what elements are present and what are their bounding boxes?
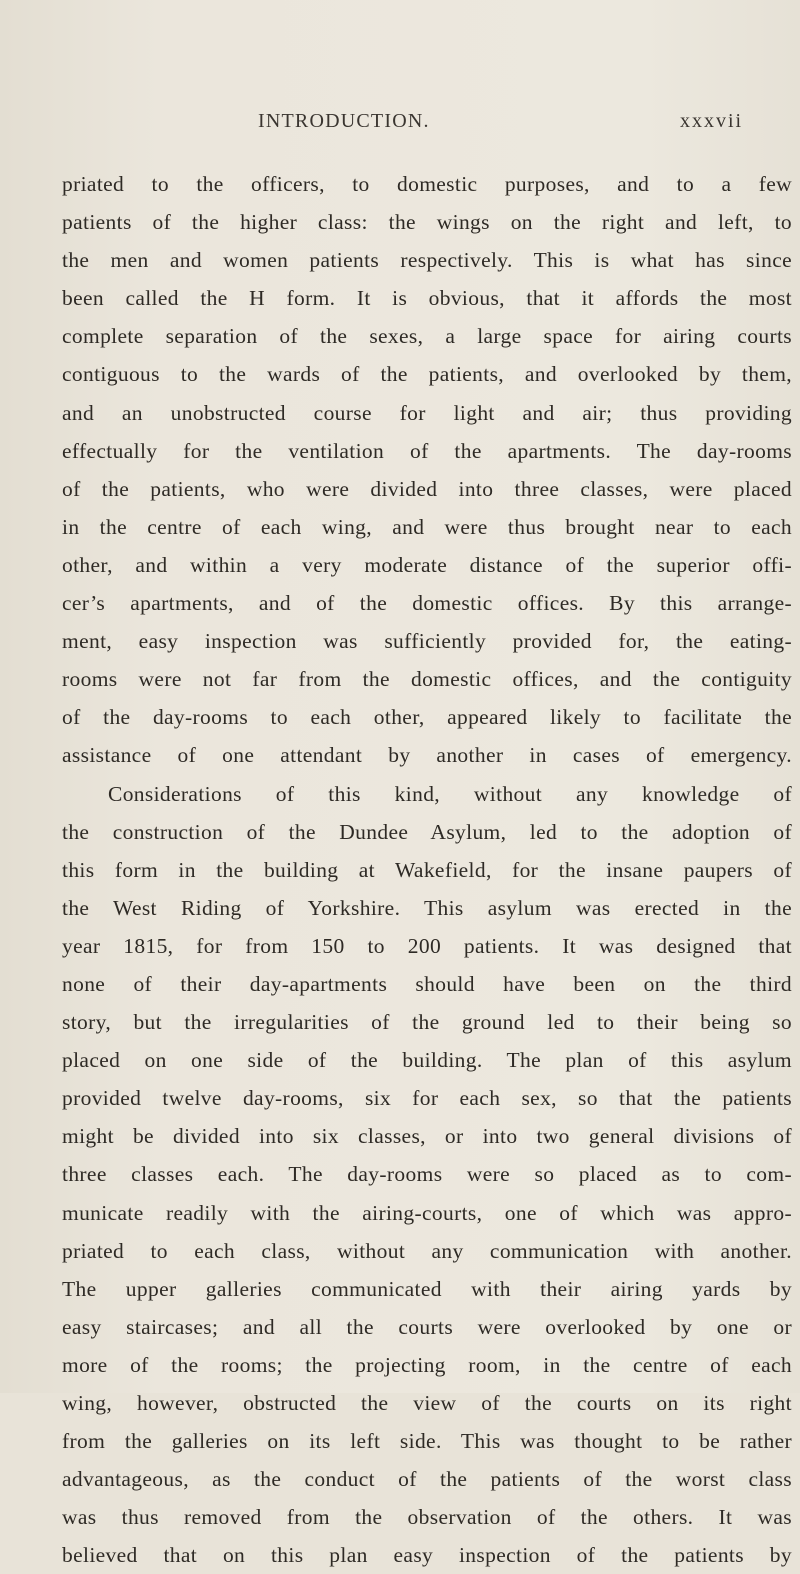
text-line: from the galleries on its left side. This was thought to be rather — [62, 1429, 792, 1454]
text-line: of the day-rooms to each other, appeared likely to facilitate the — [62, 705, 792, 730]
text-line: rooms were not far from the domestic offices, and the contiguity — [62, 667, 792, 692]
text-line: other, and within a very moderate distance of the superior offi- — [62, 552, 792, 577]
text-line: the men and women patients respectively. This is what has since — [62, 248, 792, 273]
text-line: municate readily with the airing-courts, one of which was appro- — [62, 1200, 792, 1225]
text-line: of the patients, who were divided into three classes, were placed — [62, 476, 792, 501]
text-line: ment, easy inspection was sufficiently provided for, the eating- — [62, 629, 792, 654]
text-line: complete separation of the sexes, a large space for airing courts — [62, 324, 792, 349]
text-line: assistance of one attendant by another in cases of emergency. — [62, 743, 792, 768]
text-line: in the centre of each wing, and were thus brought near to each — [62, 514, 792, 539]
text-line: more of the rooms; the projecting room, in the centre of each — [62, 1352, 792, 1377]
text-line: none of their day-apartments should have been on the third — [62, 971, 792, 996]
text-line: been called the H form. It is obvious, that it affords the most — [62, 286, 792, 311]
text-line: was thus removed from the observation of the others. It was — [62, 1505, 792, 1530]
text-line: The upper galleries communicated with their airing yards by — [62, 1276, 792, 1301]
running-title: INTRODUCTION. — [258, 110, 430, 132]
paragraph-first-line: Considerations of this kind, without any knowledge of — [108, 781, 792, 806]
text-line: year 1815, for from 150 to 200 patients. It was designed that — [62, 933, 792, 958]
body-text — [62, 165, 792, 1574]
text-line: placed on one side of the building. The plan of this asylum — [62, 1048, 792, 1073]
text-line: contiguous to the wards of the patients, and overlooked by them, — [62, 362, 792, 387]
text-line: three classes each. The day-rooms were so placed as to com- — [62, 1162, 792, 1187]
text-line: easy staircases; and all the courts were overlooked by one or — [62, 1314, 792, 1339]
text-line: might be divided into six classes, or into two general divisions of — [62, 1124, 792, 1149]
text-line: the construction of the Dundee Asylum, led to the adoption of — [62, 819, 792, 844]
text-line: believed that on this plan easy inspection of the patients by — [62, 1543, 792, 1568]
text-line: advantageous, as the conduct of the patients of the worst class — [62, 1467, 792, 1492]
text-line: the West Riding of Yorkshire. This asylum was erected in the — [62, 895, 792, 920]
text-line: priated to the officers, to domestic purposes, and to a few — [62, 172, 792, 196]
text-line: effectually for the ventilation of the apartments. The day-rooms — [62, 438, 792, 463]
text-line: patients of the higher class: the wings on the right and left, to — [62, 210, 792, 235]
text-line: story, but the irregularities of the ground led to their being so — [62, 1010, 792, 1035]
running-head — [0, 110, 800, 140]
text-line: priated to each class, without any communication with another. — [62, 1238, 792, 1263]
text-line: this form in the building at Wakefield, for the insane paupers of — [62, 857, 792, 882]
text-line: wing, however, obstructed the view of the courts on its right — [62, 1391, 792, 1415]
page-number: xxxvii — [680, 110, 744, 132]
text-line: and an unobstructed course for light and air; thus providing — [62, 400, 792, 425]
text-line: cer’s apartments, and of the domestic offices. By this arrange- — [62, 591, 792, 616]
text-line: provided twelve day-rooms, six for each sex, so that the patients — [62, 1086, 792, 1111]
